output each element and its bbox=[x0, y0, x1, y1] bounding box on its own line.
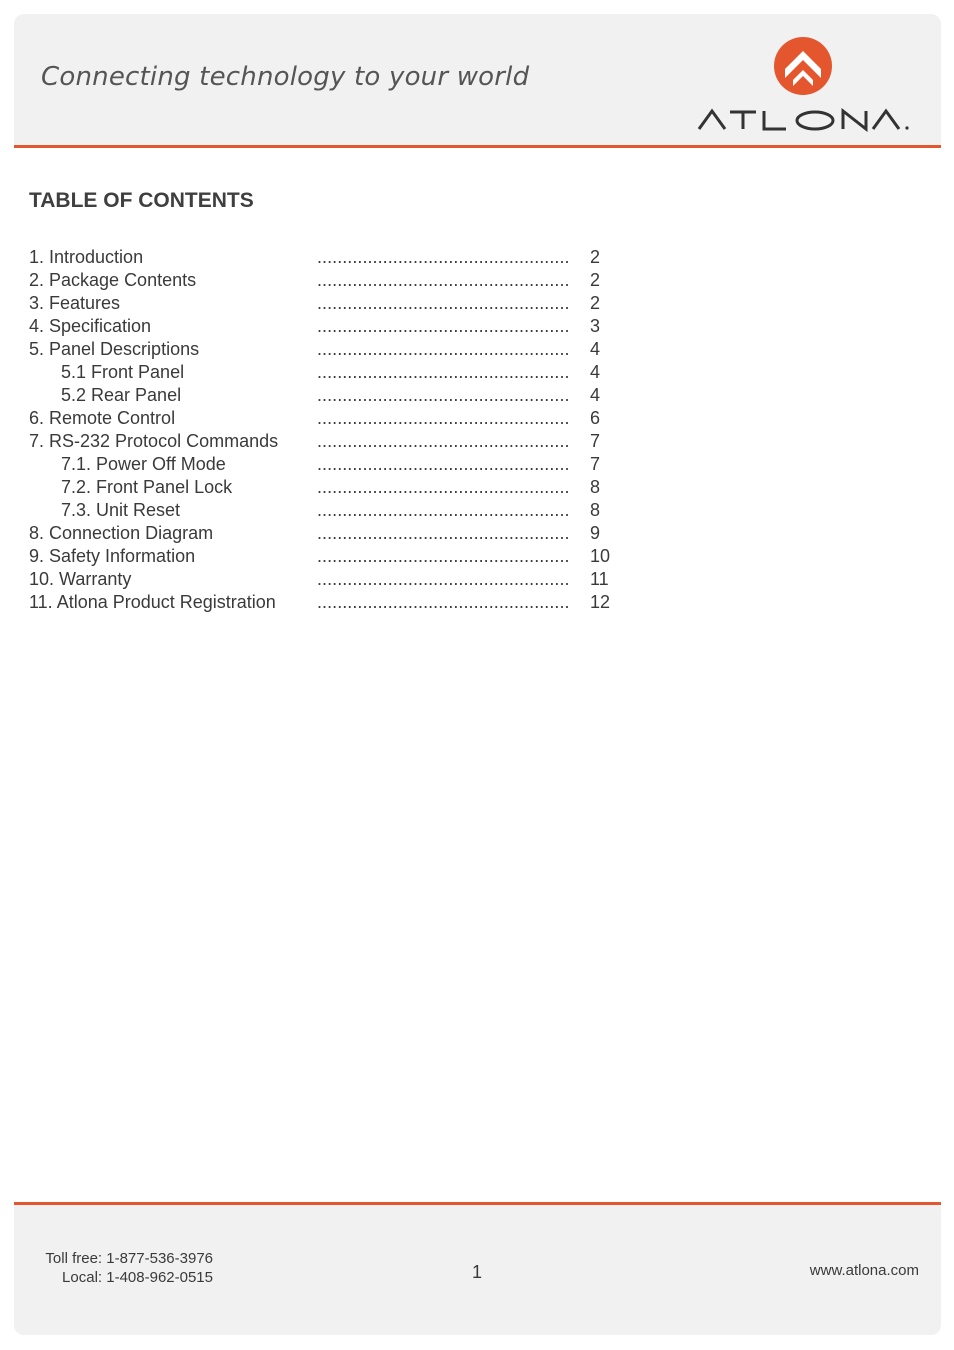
toc-entry-label: 2. Package Contents bbox=[29, 270, 197, 290]
atlona-wordmark bbox=[697, 108, 913, 132]
toc-entry-label: 8. Connection Diagram bbox=[29, 523, 214, 543]
toc-entry-label: 5. Panel Descriptions bbox=[29, 339, 200, 359]
toc-leader-dots: .................................................. bbox=[317, 546, 570, 566]
toc-leader-dots: .................................................. bbox=[317, 270, 570, 290]
toc-entry[interactable] bbox=[29, 523, 649, 546]
contact-info bbox=[35, 1249, 213, 1287]
website-link[interactable]: www.atlona.com bbox=[809, 1262, 919, 1279]
toc-entry[interactable] bbox=[29, 339, 649, 362]
toc-entry-page: 11 bbox=[590, 569, 609, 589]
toc-entry[interactable] bbox=[29, 500, 649, 523]
toc-entry[interactable] bbox=[29, 247, 649, 270]
toc-entry-label: 7.1. Power Off Mode bbox=[61, 454, 226, 474]
toc-leader-dots: .................................................. bbox=[317, 293, 570, 313]
toc-entry-page: 6 bbox=[590, 408, 601, 428]
toc-leader-dots: .................................................. bbox=[317, 247, 570, 267]
toc-entry-page: 7 bbox=[590, 454, 601, 474]
toc-entry-page: 9 bbox=[590, 523, 601, 543]
toc-leader-dots: .................................................. bbox=[317, 592, 570, 612]
toc-entry-label: 11. Atlona Product Registration bbox=[29, 592, 276, 612]
toc-entry-label: 7.2. Front Panel Lock bbox=[61, 477, 233, 497]
header-divider bbox=[14, 145, 941, 148]
toc-leader-dots: .................................................. bbox=[317, 339, 570, 359]
toc-entry[interactable] bbox=[29, 431, 649, 454]
toc-leader-dots: .................................................. bbox=[317, 362, 570, 382]
page-number: 1 bbox=[472, 1262, 483, 1282]
toc-entry-page: 12 bbox=[590, 592, 611, 612]
toc-entry-label: 5.2 Rear Panel bbox=[61, 385, 182, 405]
toc-entry[interactable] bbox=[29, 293, 649, 316]
toc-leader-dots: .................................................. bbox=[317, 431, 570, 451]
toc-entry-page: 2 bbox=[590, 247, 601, 267]
toc-entry-page: 4 bbox=[590, 362, 601, 382]
toc-leader-dots: .................................................. bbox=[317, 385, 570, 405]
toc-entry-label: 3. Features bbox=[29, 293, 121, 313]
toc-entry[interactable] bbox=[29, 592, 649, 615]
toc-entry-page: 4 bbox=[590, 339, 601, 359]
toc-entry-label: 7.3. Unit Reset bbox=[61, 500, 181, 520]
toc-entry-label: 4. Specification bbox=[29, 316, 152, 336]
toc-entry-page: 8 bbox=[590, 500, 601, 520]
toc-list bbox=[29, 247, 649, 615]
toc-entry[interactable] bbox=[29, 385, 649, 408]
atlona-logo-icon bbox=[773, 36, 833, 96]
local-number: Local: 1-408-962-0515 bbox=[62, 1269, 213, 1286]
toc-entry[interactable] bbox=[29, 546, 649, 569]
toc-leader-dots: .................................................. bbox=[317, 477, 570, 497]
toc-entry[interactable] bbox=[29, 316, 649, 339]
toc-leader-dots: .................................................. bbox=[317, 316, 570, 336]
toc-entry-page: 4 bbox=[590, 385, 601, 405]
toc-leader-dots: .................................................. bbox=[317, 408, 570, 428]
toc-leader-dots: .................................................. bbox=[317, 454, 570, 474]
toc-entry-page: 8 bbox=[590, 477, 601, 497]
toc-entry-label: 9. Safety Information bbox=[29, 546, 196, 566]
toc-entry[interactable] bbox=[29, 362, 649, 385]
toc-entry[interactable] bbox=[29, 408, 649, 431]
toc-entry-page: 3 bbox=[590, 316, 601, 336]
toc-entry-page: 2 bbox=[590, 270, 601, 290]
tagline: Connecting technology to your world bbox=[41, 62, 530, 92]
logo-text: ATLONA. bbox=[697, 108, 702, 109]
toc-entry[interactable] bbox=[29, 477, 649, 500]
toc-leader-dots: .................................................. bbox=[317, 523, 570, 543]
toc-leader-dots: .................................................. bbox=[317, 569, 570, 589]
toc-entry[interactable] bbox=[29, 569, 649, 592]
toc-entry-page: 2 bbox=[590, 293, 601, 313]
toc-leader-dots: .................................................. bbox=[317, 500, 570, 520]
toc-entry-label: 6. Remote Control bbox=[29, 408, 176, 428]
toc-entry-label: 7. RS-232 Protocol Commands bbox=[29, 431, 279, 451]
toc-entry-page: 7 bbox=[590, 431, 601, 451]
toc-title: TABLE OF CONTENTS bbox=[29, 189, 254, 212]
toc-entry[interactable] bbox=[29, 270, 649, 293]
toc-entry-label: 5.1 Front Panel bbox=[61, 362, 185, 382]
toc-entry-label: 1. Introduction bbox=[29, 247, 144, 267]
toc-entry-page: 10 bbox=[590, 546, 611, 566]
toc-entry[interactable] bbox=[29, 454, 649, 477]
toll-free-number: Toll free: 1-877-536-3976 bbox=[45, 1250, 213, 1267]
toc-entry-label: 10. Warranty bbox=[29, 569, 132, 589]
